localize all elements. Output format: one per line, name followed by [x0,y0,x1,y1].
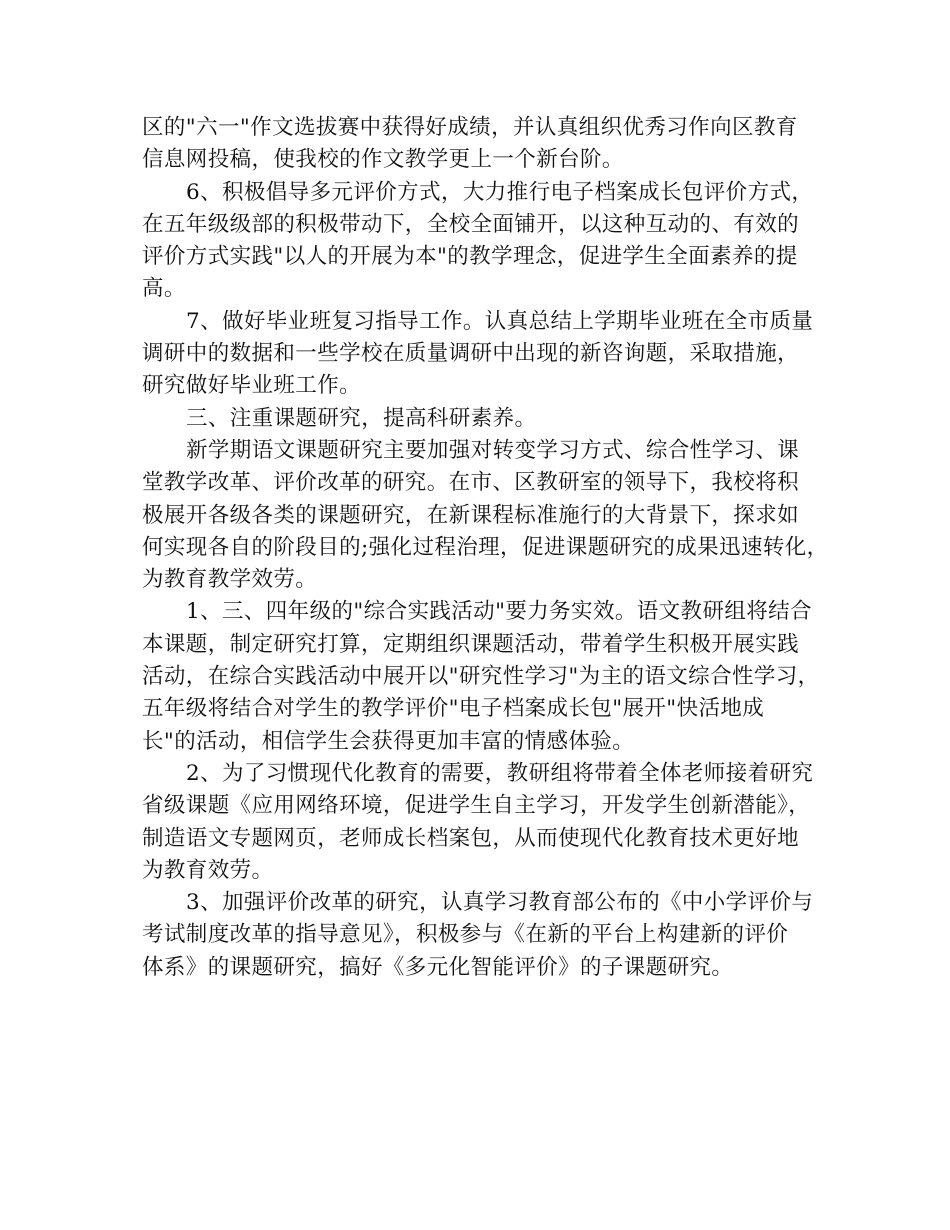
text-line: 五年级将结合对学生的教学评价"电子档案成长包"展开"快活地成 [142,696,765,722]
text-line: 堂教学改革、评价改革的研究。在市、区教研室的领导下，我校将积 [142,470,800,496]
text-line: 高。 [142,276,186,302]
document-page [142,112,829,984]
text-line: 体系》的课题研究，搞好《多元化智能评价》的子课题研究。 [142,954,734,980]
text-line: 评价方式实践"以人的开展为本"的教学理念，促进学生全面素养的提 [142,244,798,270]
text-line: 1、三、四年级的"综合实践活动"要力务实效。语文教研组将结合 [186,599,812,625]
text-line: 活动，在综合实践活动中展开以"研究性学习"为主的语文综合性学习， [142,664,820,690]
text-line: 6、积极倡导多元评价方式，大力推行电子档案成长包评价方式， [186,179,814,205]
text-line: 制造语文专题网页，老师成长档案包，从而使现代化教育技术更好地 [142,825,800,851]
text-line: 在五年级级部的积极带动下，全校全面铺开，以这种互动的、有效的 [142,211,800,237]
text-line: 区的"六一"作文选拔赛中获得好成绩，并认真组织优秀习作向区教育 [142,115,798,140]
text-line: 为教育教学效劳。 [142,567,318,593]
text-line: 调研中的数据和一些学校在质量调研中出现的新咨询题，采取措施， [142,341,800,367]
text-line: 三、注重课题研究，提高科研素养。 [186,405,537,431]
text-line: 3、加强评价改革的研究，认真学习教育部公布的《中小学评价与 [186,890,814,916]
text-line: 长"的活动，相信学生会获得更加丰富的情感体验。 [142,728,635,754]
text-line: 本课题，制定研究打算，定期组织课题活动，带着学生积极开展实践 [142,631,800,657]
text-line: 信息网投稿，使我校的作文教学更上一个新台阶。 [142,147,624,173]
text-line: 新学期语文课题研究主要加强对转变学习方式、综合性学习、课 [186,437,800,463]
text-line: 7、做好毕业班复习指导工作。认真总结上学期毕业班在全市质量 [186,308,814,334]
text-line: 研究做好毕业班工作。 [142,373,362,399]
text-line: 极展开各级各类的课题研究，在新课程标准施行的大背景下，探求如 [142,502,800,528]
document-body [142,112,829,984]
text-line: 何实现各自的阶段目的;强化过程治理，促进课题研究的成果迅速转化， [142,534,829,560]
text-line: 省级课题《应用网络环境，促进学生自主学习，开发学生创新潜能》， [142,793,811,819]
text-line: 为教育效劳。 [142,857,274,883]
text-line: 2、为了习惯现代化教育的需要，教研组将带着全体老师接着研究 [186,760,814,786]
text-line: 考试制度改革的指导意见》，积极参与《在新的平台上构建新的评价 [142,922,789,948]
